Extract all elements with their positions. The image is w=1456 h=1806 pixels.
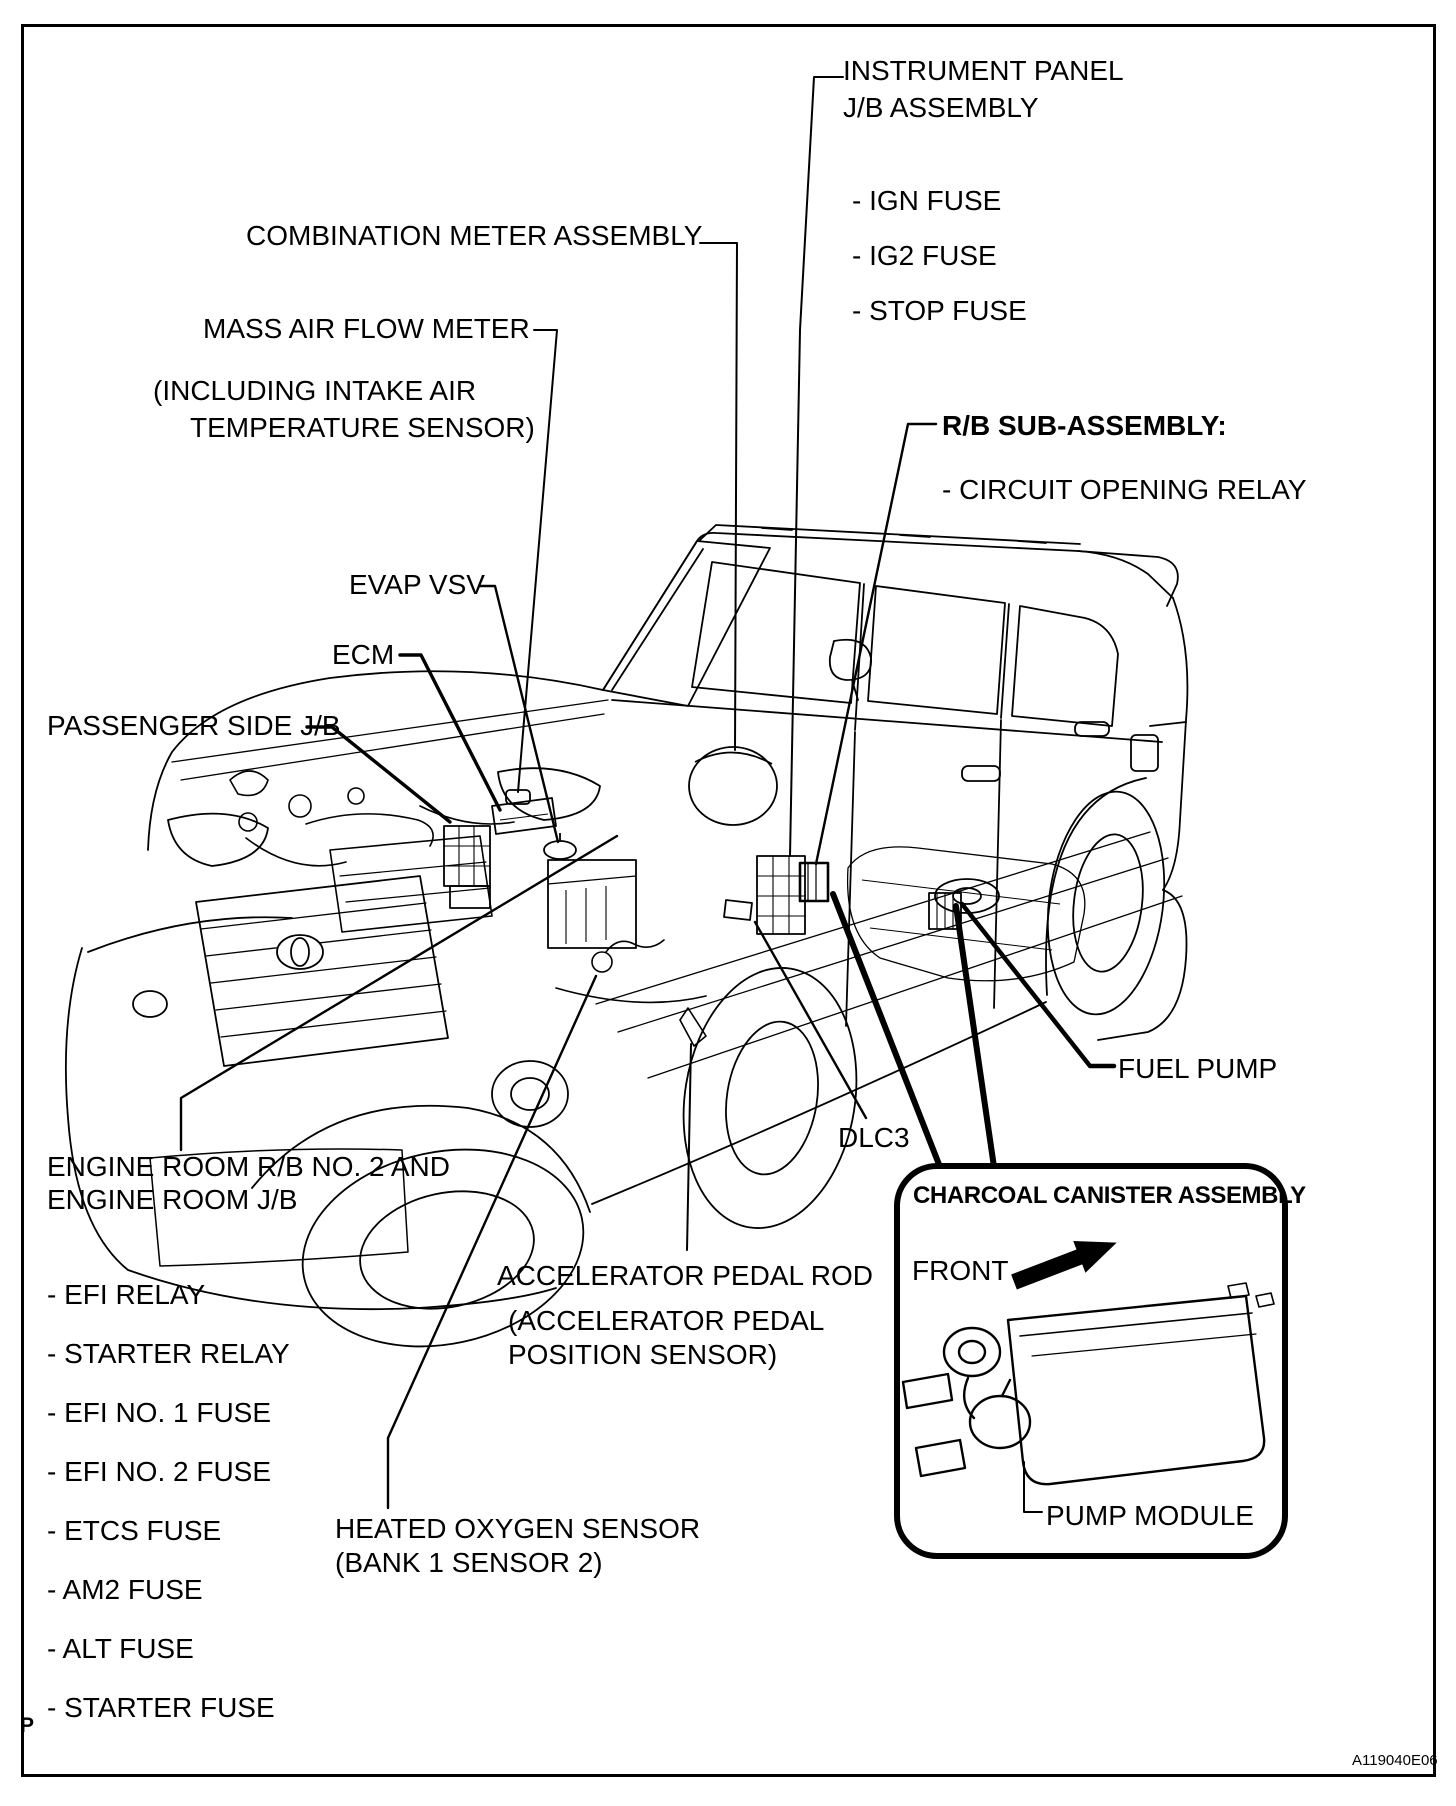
heated-oxygen-sensor-part xyxy=(592,952,612,972)
list-item: - IG2 FUSE xyxy=(852,240,997,272)
inset-title: CHARCOAL CANISTER ASSEMBLY xyxy=(913,1182,1306,1209)
leader-fuel-pump xyxy=(962,904,1114,1066)
list-item: - STARTER FUSE xyxy=(47,1692,275,1724)
accelerator-pedal-part xyxy=(680,1008,706,1046)
inset-front-label: FRONT xyxy=(912,1255,1009,1286)
list-item: - IGN FUSE xyxy=(852,185,1002,217)
vehicle-body xyxy=(592,525,1187,1204)
engine-room-jb-part xyxy=(548,860,636,948)
callout-combination-meter: COMBINATION METER ASSEMBLY xyxy=(246,220,703,251)
list-item: - EFI RELAY xyxy=(47,1279,206,1311)
list-item: - EFI NO. 1 FUSE xyxy=(47,1397,272,1429)
dlc3-part xyxy=(724,900,752,920)
callout-evap-vsv: EVAP VSV xyxy=(349,569,485,600)
callout-heated-o2 xyxy=(335,1512,700,1580)
callout-ecm: ECM xyxy=(332,639,395,670)
callout-rb-sub-assembly: R/B SUB-ASSEMBLY: xyxy=(942,410,1227,441)
callout-line: HEATED OXYGEN SENSOR xyxy=(335,1513,701,1544)
callout-line: J/B ASSEMBLY xyxy=(843,92,1039,123)
callout-engine-room xyxy=(47,1150,450,1216)
callout-line: (BANK 1 SENSOR 2) xyxy=(335,1547,603,1578)
toyota-emblem-icon xyxy=(277,935,323,969)
callout-line: POSITION SENSOR) xyxy=(508,1339,778,1370)
list-item: - STARTER RELAY xyxy=(47,1338,290,1370)
engine-room-fuse-list xyxy=(47,1266,290,1738)
component-parts xyxy=(444,747,1085,981)
callout-fuel-pump: FUEL PUMP xyxy=(1118,1053,1278,1084)
list-item: - AM2 FUSE xyxy=(47,1574,203,1606)
inset-pump-module-label: PUMP MODULE xyxy=(1046,1500,1254,1531)
callout-mass-air-flow-note xyxy=(153,372,535,446)
evap-vsv-part xyxy=(544,833,576,859)
list-item: - ALT FUSE xyxy=(47,1633,194,1665)
callout-line: ENGINE ROOM R/B NO. 2 AND xyxy=(47,1151,450,1182)
instrument-panel-fuse-list xyxy=(852,174,1027,339)
callout-dlc3: DLC3 xyxy=(838,1122,910,1153)
leader-heated-o2 xyxy=(388,976,596,1508)
callout-wedge-right xyxy=(956,906,994,1167)
callout-line: TEMPERATURE SENSOR) xyxy=(190,412,535,443)
callout-accelerator-note xyxy=(508,1304,824,1372)
combination-meter-part xyxy=(689,747,777,825)
callout-line: (INCLUDING INTAKE AIR xyxy=(153,375,477,406)
page-corner-letter: P xyxy=(20,1714,35,1737)
callout-accelerator: ACCELERATOR PEDAL ROD xyxy=(497,1260,874,1291)
callout-line: (ACCELERATOR PEDAL xyxy=(508,1305,825,1336)
callout-instrument-panel-jb xyxy=(843,52,1124,126)
callout-mass-air-flow: MASS AIR FLOW METER xyxy=(203,313,530,344)
leader-instrument-panel-jb xyxy=(790,77,843,856)
instrument-panel-jb-part xyxy=(757,856,805,934)
callout-line: INSTRUMENT PANEL xyxy=(843,55,1124,86)
list-item: - STOP FUSE xyxy=(852,295,1027,327)
callout-circuit-opening-relay: - CIRCUIT OPENING RELAY xyxy=(942,474,1307,505)
leader-dlc3 xyxy=(755,922,866,1118)
list-item: - EFI NO. 2 FUSE xyxy=(47,1456,272,1488)
list-item: - ETCS FUSE xyxy=(47,1515,222,1547)
callout-line: ENGINE ROOM J/B xyxy=(47,1184,298,1215)
figure-code: A119040E06 xyxy=(1352,1752,1438,1769)
callout-passenger-side-jb: PASSENGER SIDE J/B xyxy=(47,710,341,741)
